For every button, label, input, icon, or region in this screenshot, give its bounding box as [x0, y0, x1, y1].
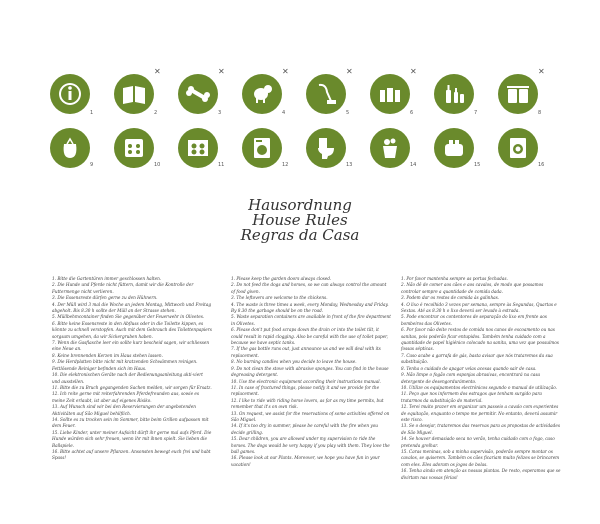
rule-item: 6. Please don't put food scraps down the drain or into the toilet tilt, it could result in rapid clogging. Also be careful with the use of toilet paper, because we have septic tanks. — [231, 327, 388, 346]
icon-number: 3 — [218, 110, 222, 116]
prohibited-mark: ✕ — [218, 67, 225, 76]
prohibited-mark: ✕ — [538, 67, 545, 76]
rules-english-column — [231, 276, 391, 468]
prohibited-mark: ✕ — [410, 67, 417, 76]
rule-item: 11. Bitte die zu Bruch gegangenden Sachen melden, wir sorgen für Ersatz. — [52, 384, 212, 390]
rule-item: 8. Keine brennenden Kerzen im Haus stehen lassen. — [52, 352, 163, 358]
icon-number: 8 — [538, 110, 542, 116]
rule-item: 16. Tenha ainda em atenção as nossas plantas. De resto, esperamos que se divirtam nas vossas férias! — [401, 468, 561, 480]
icon-number: 11 — [218, 162, 225, 168]
rule-item: 12. Ich reite gerne mit reiterfahrenden Pferdefreunden aus, sowie es meine Zeit erlaubt, ist aber auf eigenes Risiko. — [52, 391, 200, 403]
rule-item: 10. Use the electronic equipment according their instructions manual. — [231, 378, 381, 384]
cleaning-bucket-icon — [370, 128, 410, 168]
rule-item: 7. If the gas bottle runs out, just announce us and we will deal with its replacement. — [231, 346, 381, 358]
rule-item: 13. Se o desejar, trataremos das reservas para as propostas de actividades de São Miguel. — [401, 423, 560, 435]
rules-german-column — [52, 276, 212, 462]
info-icon — [50, 74, 90, 114]
rule-item: 15. Liebe Kinder, unter meiner Aufsicht dürft ihr gerne mal aufs Pferd. Die Hunde würden sich sehr freuen, wenn ihr mit ihnen spielt. Sie lieben die Ballspiele. — [52, 429, 212, 448]
rule-item: 1. Please keep the garden doors always closed. — [231, 276, 332, 281]
vacuum-cleaner-icon — [306, 74, 346, 114]
icon-number: 15 — [474, 162, 481, 168]
rule-item: 10. Utilize os equipamentos electrónicos segundo o manual de utilização. — [401, 384, 557, 390]
trash-bins-icon — [498, 74, 538, 114]
stove-icon — [178, 128, 218, 168]
rule-item: 14. If it's too dry in summer, please be careful with the fire when you decide grilling. — [231, 423, 378, 435]
prohibited-mark: ✕ — [282, 67, 289, 76]
rule-item: 5. Waste separation containers are available in front of the fire department in Olivetes. — [231, 314, 391, 326]
prohibited-mark: ✕ — [346, 67, 353, 76]
rule-item: 2. Do not feed the dogs and horses, so we can always control the amount of food given. — [231, 282, 387, 294]
bottles-icon — [434, 74, 474, 114]
rule-item: 15. Dear children, you are allowed under my supervision to ride the horses. The dogs would be very happy if you play with them. They love the ball games. — [231, 436, 390, 454]
prohibited-mark: ✕ — [154, 67, 161, 76]
rule-item: 16. Bitte achtet auf unsere Pflanzen. Ansonsten bewegt euch frei und habt Spass! — [52, 448, 211, 461]
rule-item: 1. Bitte die Gartentüren immer geschlossen halten. — [52, 276, 162, 281]
rule-item: 4. The waste is three times a week, every Monday, Wednesday and Friday. By 8.30 the garbage should be on the road. — [231, 301, 389, 314]
rule-item: 8. Tenha o cuidado de apagar velas acesas quando sair de casa. — [401, 365, 537, 371]
rule-item: 13. Auf Wunsch sind wir bei den Reservierungen der angebotenden Aktivitäten auf São Miguel behilflich. — [52, 404, 196, 416]
rule-item: 5. Pode encontrar os contentores de separação do lixo em frente aos bombeiros das Olivetes. — [401, 314, 547, 326]
rule-item: 12. I like to ride with riding horse lovers, as far as my time permits, but remember that it's on own risk. — [231, 397, 384, 410]
rule-item: 4. Der Müll wird 3 mal die Woche an jedem Montag, Mittwoch und Freitag abgeholt. Bis 8.30 h sollte der Müll an der Strasse stehen. — [52, 301, 212, 314]
rule-item: 11. Peço que nos informem dos estragos que tenham surgido para tratarmos da substituição do material. — [401, 391, 542, 403]
rule-item: 9. Die Herdplatten bitte nicht mit kratzenden Schwämmen reinigen. Fettlösende Reiniger befinden sich im Haus. — [52, 359, 198, 371]
toaster-icon — [434, 128, 474, 168]
toilet-icon — [306, 128, 346, 168]
rule-item: 15. Caras meninas, sob a minha supervisão, poderão sempre montar os cavalos, se quiserem. Também os cães ficariam muito felizes se brincarem com eles. Eles adoram os jogos de bolas. — [401, 448, 560, 467]
icon-number: 6 — [410, 110, 414, 116]
icon-number: 2 — [154, 110, 158, 116]
dryer-icon — [498, 128, 538, 168]
rule-item: 11. In case of fractured things, please notify it and we provide for the replacement. — [231, 384, 380, 397]
rules-icon-grid — [42, 66, 562, 178]
icon-number: 4 — [282, 110, 286, 116]
rule-item: 9. Do not clean the stove with abrasive sponges. You can find in the house degreasing detergent. — [231, 365, 389, 378]
icon-number: 7 — [474, 110, 478, 116]
rule-item: 9. Não limpe o fogão com esponjas abrasivas, encontrará na casa detergente de desengordurámento. — [401, 372, 540, 384]
title-portuguese: Regras da Casa — [240, 226, 360, 244]
rule-item: 8. No burning candles when you decide to leave the house. — [231, 359, 357, 365]
icon-number: 1 — [90, 110, 94, 116]
icon-number: 5 — [346, 110, 350, 116]
icon-number: 16 — [538, 162, 545, 168]
book-icon — [114, 74, 154, 114]
rule-item: 10. Die elektronischen Geräte nach der Bedienungsanleitung akti-viert und ausstellen. — [52, 372, 203, 384]
rule-item: 7. Caso acabe a garrafa de gás, basta avisar que nós trataremos da sua substituição. — [401, 352, 553, 365]
icon-number: 13 — [346, 162, 353, 168]
icon-number: 9 — [90, 162, 94, 168]
title-english: House Rules — [252, 211, 348, 229]
rules-portuguese-column — [401, 276, 561, 481]
dishwasher-icon — [114, 128, 154, 168]
rule-item: 3. The leftovers are welcome to the chickens. — [231, 295, 328, 301]
rule-item: 16. Please look at our Plants. Moreover, we hope you have fun in your vacation! — [231, 455, 380, 467]
rule-item: 14. Sollte es zu trocken sein im Sommer, bitte beim Grillen aufpassen mit dem Feuer. — [52, 416, 209, 429]
rule-item: 6. Por favor não deite restos de comida nos canos de escoamento ou nas sanitas, pois poderão ficar entupidos. Também tenha cuidado com a quantidade de papel higiénico colocado na sanita, uma vez que possuímos fossas sépticas. — [401, 327, 559, 352]
rule-item: 3. Die Essensreste dürfen gerne zu den Hühnern. — [52, 295, 158, 301]
rule-item: 2. Die Hunde und Pferde nicht füttern, damit wir die Kontrolle der Futtermenge nicht verlieren. — [52, 282, 194, 294]
bone-icon — [178, 74, 218, 114]
icon-number: 14 — [410, 162, 417, 168]
title-german: Hausordnung — [248, 196, 352, 214]
trash-bag-icon — [50, 128, 90, 168]
rule-item: 4. O lixo é recolhido 3 vezes por semana, sempre às Segundas, Quartas e Sextas. Até as 8.30 h o lixo deverá ser levado à estrada. — [401, 301, 557, 314]
washing-machine-icon — [242, 128, 282, 168]
rule-item: 13. On request, we assist for the reservations of some activities offered on São Miguel. — [231, 410, 390, 422]
rule-item: 1. Por favor mantenha sempre as portas fechadas. — [401, 276, 508, 281]
recycling-bins-icon — [370, 74, 410, 114]
rule-item: 14. Se houver demasiado seca no verão, tenha cuidado com o fogo, caso pretenda grelhar. — [401, 436, 555, 448]
rule-item: 2. Não dê de comer aos cães e aos cavalos, de modo que possamos controlar sempre a quantidade de comida dada. — [401, 282, 544, 294]
rule-item: 5. Müllbehmcontainer finden Sie gegenüber der Feuerwehr in Olivetes. — [52, 314, 205, 320]
rule-item: 3. Podem dar os restos de comida às galinhas. — [401, 295, 500, 301]
rule-item: 12. Terei muito prazer em organizar um passeio a cavalo com experientes de equitação, enquanto o tempo me permitir. No entanto, deverá assumir este risco. — [401, 404, 559, 422]
rule-item: 6. Bitte keine Essensreste in den Abfluss oder in die Toilette kippen, es könnte zu schnell verstopfen. Auch mit dem Gebrauch des Toilettenpapiers sorgsam umgehen, da wir Sickergruben haben. — [52, 320, 212, 339]
rule-item: 7. Wenn die Gasflasche leer ein sollte kurz bescheid sagen, wir schliessen eine Neue an. — [52, 340, 210, 352]
icon-number: 12 — [282, 162, 289, 168]
icon-number: 10 — [154, 162, 161, 168]
dog-with-plate-icon — [242, 74, 282, 114]
